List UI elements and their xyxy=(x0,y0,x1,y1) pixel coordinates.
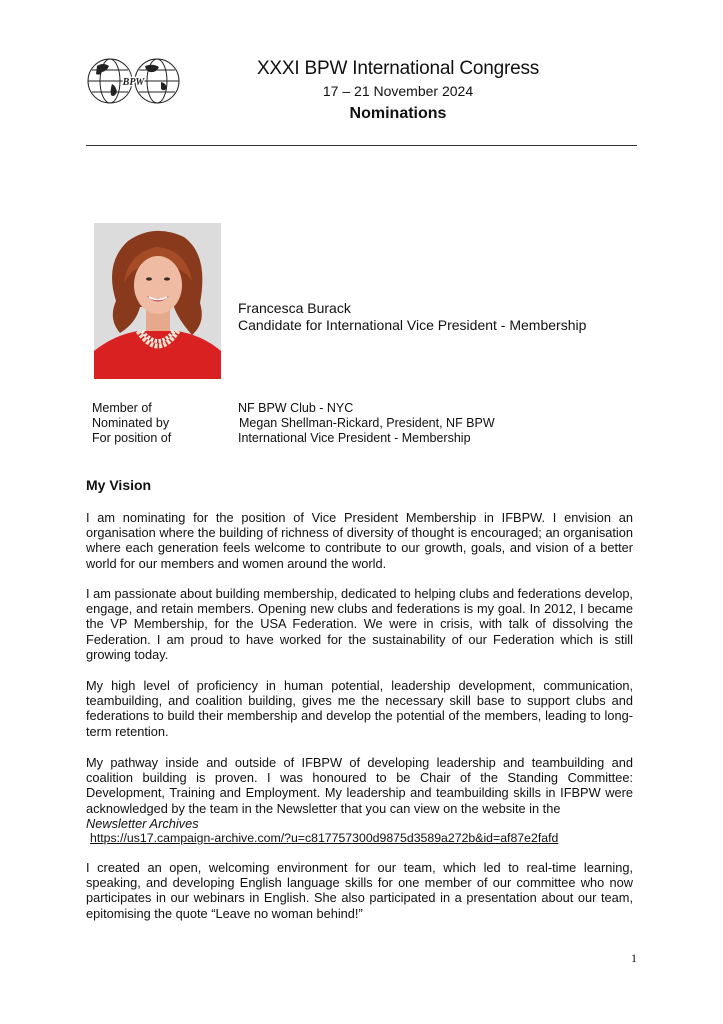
candidate-role: Candidate for International Vice President - Membership xyxy=(238,317,587,333)
candidate-name: Francesca Burack xyxy=(238,300,351,316)
vision-paragraph-1: I am nominating for the position of Vice President Membership in IFBPW. I envision an organisation where the building of richness of diversity of thought is encouraged; an organisation where each generation feels welcome to contribute to our growth, goals, and vision of a better world for our members and women around the world. xyxy=(86,510,633,571)
vision-paragraph-5: I created an open, welcoming environment for our team, which led to real-time learning, speaking, and developing English language skills for one member of our committee who now participates in our webinars in English. She also participated in a presentation about our team, epitomising the quote “Leave no woman behind!” xyxy=(86,860,633,921)
position-value: International Vice President - Membership xyxy=(238,431,471,445)
newsletter-archives-label: Newsletter Archives xyxy=(86,816,199,831)
nominated-by-value: Megan Shellman-Rickard, President, NF BPW xyxy=(239,416,495,430)
nominated-by-label: Nominated by xyxy=(92,416,170,430)
document-subtitle: Nominations xyxy=(349,105,447,122)
newsletter-archive-link[interactable]: https://us17.campaign-archive.com/?u=c817757300d9875d3589a272b&id=af87e2fafd xyxy=(90,831,559,845)
bpw-logo xyxy=(85,56,185,106)
header-divider xyxy=(86,145,637,146)
congress-dates: 17 – 21 November 2024 xyxy=(322,83,474,99)
position-label: For position of xyxy=(92,431,172,445)
member-of-label: Member of xyxy=(92,401,152,415)
twin-globe-logo-icon xyxy=(85,56,185,106)
vision-paragraph-4: My pathway inside and outside of IFBPW of developing leadership and teambuilding and coalition building is proven. I was honoured to be Chair of the Standing Committee: Development, Training and Employment. My leadership and teambuilding skills in IFBPW were acknowledged by the team in the Newsletter that you can view on the website in the xyxy=(86,755,633,816)
section-heading: My Vision xyxy=(86,477,152,493)
page-number: 1 xyxy=(631,951,637,965)
member-of-value: NF BPW Club - NYC xyxy=(238,401,354,415)
vision-paragraph-3: My high level of proficiency in human potential, leadership development, communication, teambuilding, and coalition building, gives me the necessary skill base to support clubs and federations to build their membership and develop the potential of the members, leading to long-term retention. xyxy=(86,678,633,739)
logo-text: BPW xyxy=(122,77,145,88)
candidate-portrait-icon xyxy=(94,223,221,379)
candidate-photo xyxy=(94,223,221,379)
vision-paragraph-2: I am passionate about building membership, dedicated to helping clubs and federations develop, engage, and retain members. Opening new clubs and federations is my goal. In 2012, I became the VP Membership, for the USA Federation. We were in crisis, with talk of dissolving the Federation. I am proud to have worked for the sustainability of our Federation which is still growing today. xyxy=(86,586,633,662)
document-title: XXXI BPW International Congress xyxy=(256,58,540,79)
